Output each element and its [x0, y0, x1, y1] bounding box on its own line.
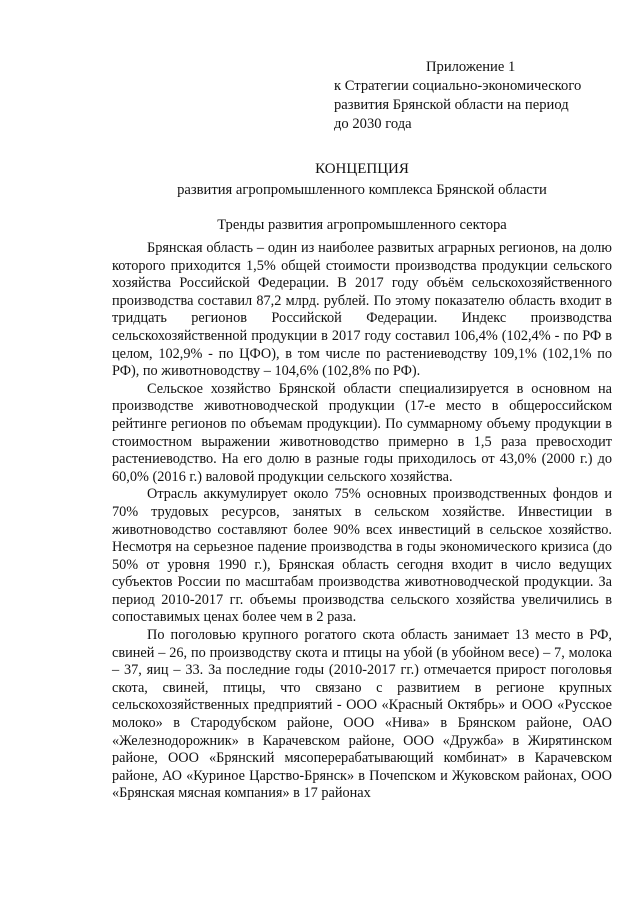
document-subtitle: развития агропромышленного комплекса Брянской области: [177, 182, 547, 198]
appendix-line-3: до 2030 года: [334, 116, 412, 132]
appendix-line-2: развития Брянской области на период: [334, 97, 569, 113]
document-body: [112, 240, 612, 803]
document-title: КОНЦЕПЦИЯ: [315, 161, 409, 177]
paragraph: Брянская область – один из наиболее развитых аграрных регионов, на долю которого приходится 1,5% общей стоимости производства продукции сельского хозяйства Российской Федерации. В 2017 году объём сельскохозяйственного производства составил 87,2 млрд. рублей. По этому показателю область входит в тридцать регионов Российской Федерации. Индекс производства сельскохозяйственной продукции в 2017 году составил 106,4% (102,4% - по РФ в целом, 102,9% - по ЦФО), в том числе по растениеводству 109,1% (102,1% по РФ), по животноводству – 104,6% (102,8% по РФ).: [112, 240, 612, 380]
paragraph: По поголовью крупного рогатого скота область занимает 13 место в РФ, свиней – 26, по производству скота и птицы на убой (в убойном весе) – 7, молока – 37, яиц – 33. За последние годы (2010-2017 гг.) отмечается прирост поголовья скота, свиней, птицы, что связано с развитием в регионе крупных сельскохозяйственных предприятий - ООО «Красный Октябрь» и ООО «Русское молоко» в Стародубском районе, ООО «Нива» в Брянском районе, ОАО «Железнодорожник» в Карачевском районе, ООО «Дружба» в Жирятинском районе, ООО «Брянский мясоперерабатывающий комбинат» в Карачевском районе, АО «Куриное Царство-Брянск» в Почепском и Жуковском районах, ООО «Брянская мясная компания» в 17 районах: [112, 627, 612, 802]
paragraph: Сельское хозяйство Брянской области специализируется в основном на производстве животноводческой продукции (17-е место в общероссийском рейтинге регионов по объемам продукции). По суммарному объему продукции в стоимостном выражении животноводство примерно в 1,5 раза превосходит растениеводство. На его долю в разные годы приходилось от 43,0% (2000 г.) до 60,0% (2016 г.) валовой продукции сельского хозяйства.: [112, 380, 612, 485]
appendix-line-1: к Стратегии социально-экономического: [334, 78, 582, 94]
appendix-block: [334, 58, 624, 134]
section-title: Тренды развития агропромышленного сектора: [217, 217, 507, 233]
appendix-title: Приложение 1: [426, 59, 516, 75]
paragraph: Отрасль аккумулирует около 75% основных производственных фондов и 70% трудовых ресурсов, занятых в сельском хозяйстве. Инвестиции в животноводство составляют более 90% всех инвестиций в сельское хозяйство. Несмотря на серьезное падение производства в годы экономического кризиса (до 50% от уровня 1990 г.), Брянская область сегодня входит в число ведущих субъектов России по масштабам производства животноводческой продукции. За период 2010-2017 гг. объемы производства сельского хозяйства увеличились в сопоставимых ценах более чем в 2 раза.: [112, 486, 612, 626]
